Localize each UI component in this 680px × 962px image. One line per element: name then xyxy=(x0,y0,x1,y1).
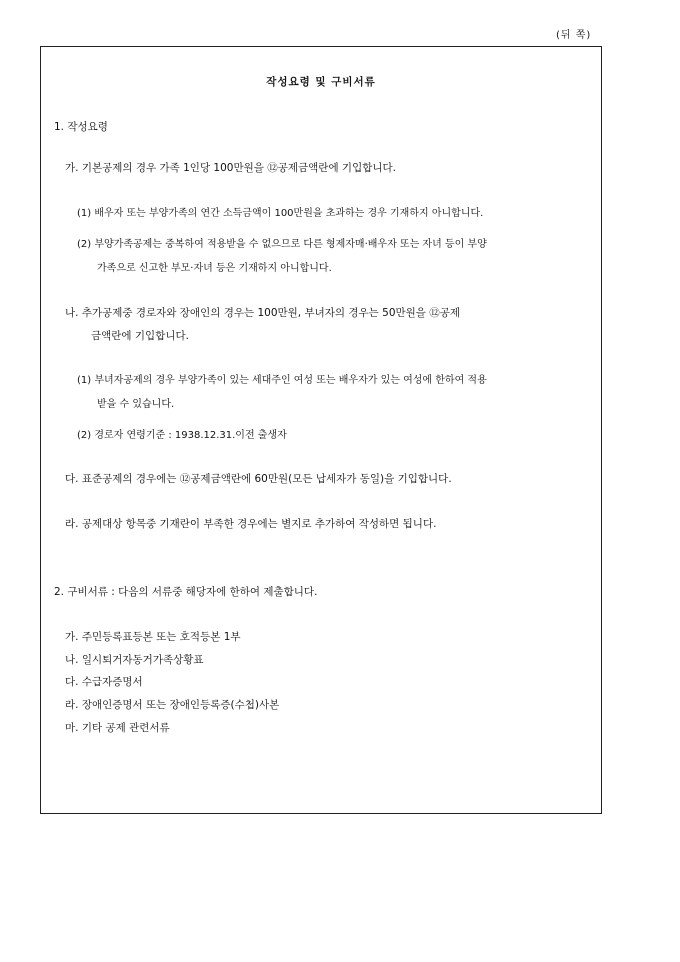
item-ga-2-line1: (2) 부양가족공제는 중복하여 적용받을 수 없으므로 다른 형제자매·배우자 또는 자녀 등이 부양 xyxy=(77,239,487,250)
item-na-2: (2) 경로자 연령기준 : 1938.12.31.이전 출생자 xyxy=(77,430,287,441)
document-title: 작성요령 및 구비서류 xyxy=(266,76,376,88)
list-item: 다. 수급자증명서 xyxy=(65,676,143,688)
section1-heading: 1. 작성요령 xyxy=(54,121,108,133)
item-ra: 라. 공제대상 항목중 기재란이 부족한 경우에는 별지로 추가하여 작성하면 됩니다. xyxy=(65,518,437,530)
item-na-1-line2: 받을 수 있습니다. xyxy=(97,399,175,410)
list-item: 나. 일시퇴거자동거가족상황표 xyxy=(65,654,204,666)
page-side-label: (뒤 쪽) xyxy=(556,30,592,41)
item-na-line1: 나. 추가공제중 경로자와 장애인의 경우는 100만원, 부녀자의 경우는 50만원을 ⑫공제 xyxy=(65,307,461,319)
list-item: 라. 장애인증명서 또는 장애인등록증(수첩)사본 xyxy=(65,699,280,711)
item-na-1-line1: (1) 부녀자공제의 경우 부양가족이 있는 세대주인 여성 또는 배우자가 있는 여성에 한하여 적용 xyxy=(77,375,487,386)
item-ga: 가. 기본공제의 경우 가족 1인당 100만원을 ⑫공제금액란에 기입합니다. xyxy=(65,162,396,174)
item-ga-1: (1) 배우자 또는 부양가족의 연간 소득금액이 100만원을 초과하는 경우 기재하지 아니합니다. xyxy=(77,208,484,219)
list-item: 마. 기타 공제 관련서류 xyxy=(65,722,170,734)
section2-heading: 2. 구비서류 : 다음의 서류중 해당자에 한하여 제출합니다. xyxy=(54,586,318,598)
instructions-box xyxy=(40,46,602,814)
list-item: 가. 주민등록표등본 또는 호적등본 1부 xyxy=(65,631,241,643)
item-ga-2-line2: 가족으로 신고한 부모·자녀 등은 기재하지 아니합니다. xyxy=(97,263,332,274)
item-na-line2: 금액란에 기입합니다. xyxy=(91,330,189,342)
item-da: 다. 표준공제의 경우에는 ⑫공제금액란에 60만원(모든 납세자가 동일)을 기입합니다. xyxy=(65,473,452,485)
